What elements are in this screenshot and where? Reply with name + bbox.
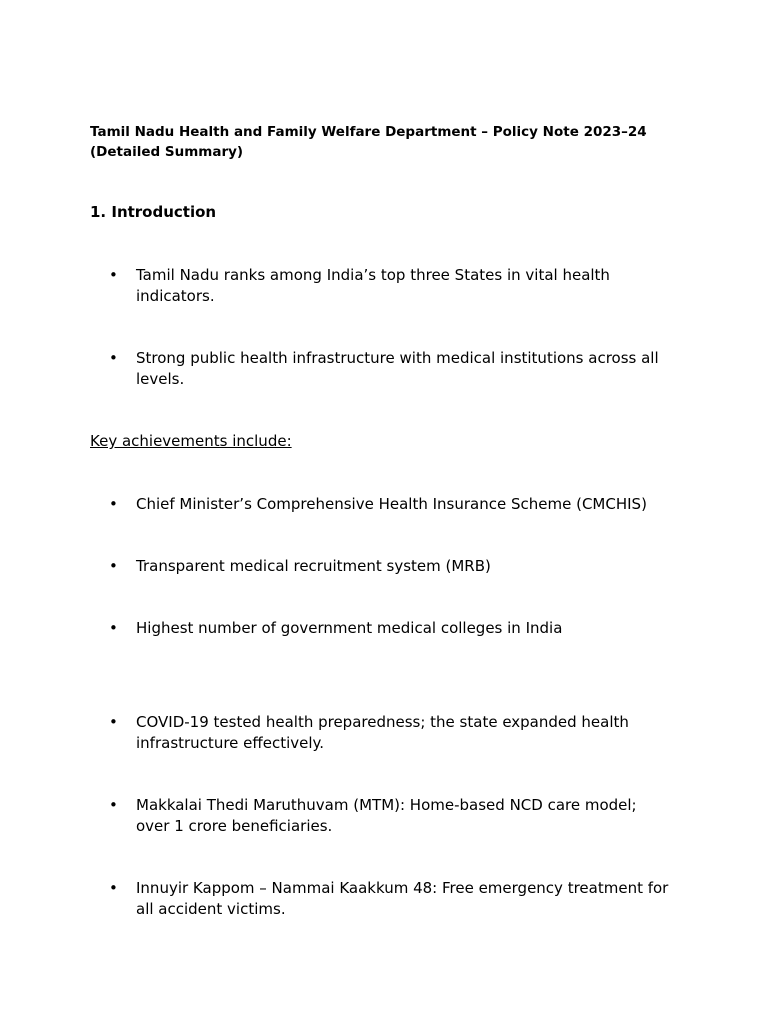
title-line-1: Tamil Nadu Health and Family Welfare Department – Policy Note 2023–24 bbox=[90, 124, 647, 140]
bullet-icon: • bbox=[109, 879, 118, 897]
list-item-text: Transparent medical recruitment system (MRB) bbox=[136, 557, 491, 575]
achievements-label: Key achievements include: bbox=[90, 432, 292, 450]
document-title bbox=[90, 122, 690, 162]
list-item bbox=[109, 618, 669, 639]
bullet-icon: • bbox=[109, 349, 118, 367]
list-item bbox=[109, 795, 669, 837]
list-item-text: Tamil Nadu ranks among India’s top three States in vital health indicators. bbox=[136, 266, 610, 305]
list-item-text: Makkalai Thedi Maruthuvam (MTM): Home-based NCD care model; over 1 crore beneficiaries. bbox=[136, 796, 637, 835]
list-item-text: Innuyir Kappom – Nammai Kaakkum 48: Free emergency treatment for all accident victims. bbox=[136, 879, 669, 918]
list-item-text: COVID-19 tested health preparedness; the state expanded health infrastructure effectively. bbox=[136, 713, 629, 752]
list-item bbox=[109, 265, 669, 307]
list-item bbox=[109, 878, 669, 920]
list-item bbox=[109, 348, 669, 390]
bullet-icon: • bbox=[109, 266, 118, 284]
list-item bbox=[109, 712, 669, 754]
section-heading: 1. Introduction bbox=[90, 203, 217, 221]
list-item-text: Highest number of government medical colleges in India bbox=[136, 619, 563, 637]
list-item bbox=[109, 494, 669, 515]
list-item-text: Strong public health infrastructure with medical institutions across all levels. bbox=[136, 349, 659, 388]
bullet-icon: • bbox=[109, 557, 118, 575]
bullet-icon: • bbox=[109, 495, 118, 513]
list-item bbox=[109, 556, 669, 577]
bullet-icon: • bbox=[109, 713, 118, 731]
bullet-icon: • bbox=[109, 796, 118, 814]
list-item-text: Chief Minister’s Comprehensive Health Insurance Scheme (CMCHIS) bbox=[136, 495, 647, 513]
bullet-icon: • bbox=[109, 619, 118, 637]
title-line-2: (Detailed Summary) bbox=[90, 144, 244, 160]
